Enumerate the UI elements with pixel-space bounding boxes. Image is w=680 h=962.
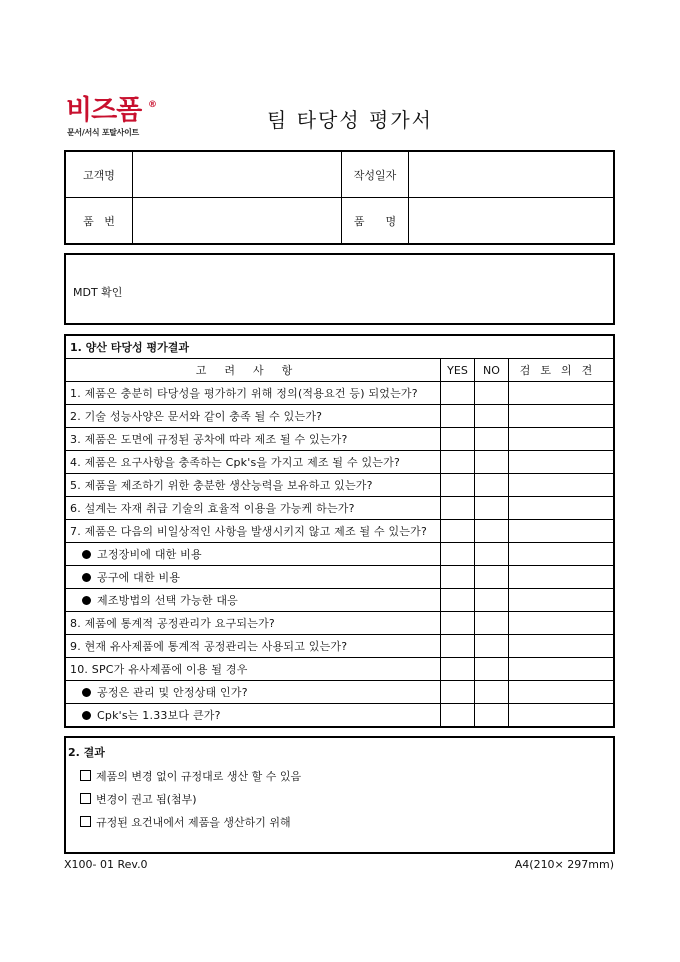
question-1: 1. 제품은 충분히 타당성을 평가하기 위해 정의(적용요건 등) 되었는가?	[65, 382, 441, 405]
customer-label: 고객명	[65, 151, 133, 198]
question-8: 8. 제품에 통계적 공정관리가 요구되는가?	[65, 612, 441, 635]
no-cell[interactable]	[475, 589, 509, 612]
table-row	[65, 497, 614, 520]
paper-size: A4(210× 297mm)	[514, 858, 614, 871]
no-cell[interactable]	[475, 405, 509, 428]
header-no: NO	[475, 359, 509, 382]
review-cell[interactable]	[509, 589, 615, 612]
date-field[interactable]	[409, 151, 615, 198]
review-cell[interactable]	[509, 543, 615, 566]
no-cell[interactable]	[475, 451, 509, 474]
question-6: 6. 설계는 자재 취급 기술의 효율적 이용을 가능케 하는가?	[65, 497, 441, 520]
part-name-field[interactable]	[409, 198, 615, 245]
no-cell[interactable]	[475, 704, 509, 728]
table-row	[65, 543, 614, 566]
form-code: X100- 01 Rev.0	[64, 858, 148, 871]
info-table	[64, 150, 615, 245]
yes-cell[interactable]	[441, 658, 475, 681]
bullet-icon	[82, 550, 91, 559]
yes-cell[interactable]	[441, 520, 475, 543]
table-row	[65, 612, 614, 635]
table-row	[65, 428, 614, 451]
table-row	[65, 382, 614, 405]
yes-cell[interactable]	[441, 589, 475, 612]
part-no-label: 품 번	[65, 198, 133, 245]
table-row	[65, 635, 614, 658]
review-cell[interactable]	[509, 405, 615, 428]
question-7-sub-1: 고정장비에 대한 비용	[65, 543, 441, 566]
question-3: 3. 제품은 도면에 규정된 공차에 따라 제조 될 수 있는가?	[65, 428, 441, 451]
header-yes: YES	[441, 359, 475, 382]
result-option-2[interactable]: 변경이 권고 됨(첨부)	[80, 791, 197, 807]
checkbox-icon[interactable]	[80, 793, 91, 804]
table-row	[65, 405, 614, 428]
result-option-1[interactable]: 제품의 변경 없이 규정대로 생산 할 수 있음	[80, 768, 301, 784]
question-9: 9. 현재 유사제품에 통계적 공정관리는 사용되고 있는가?	[65, 635, 441, 658]
bullet-icon	[82, 573, 91, 582]
question-10-sub-1: 공정은 관리 및 안정상태 인가?	[65, 681, 441, 704]
header-consider: 고려사항	[65, 359, 441, 382]
bizform-logo	[66, 96, 176, 144]
no-cell[interactable]	[475, 658, 509, 681]
no-cell[interactable]	[475, 382, 509, 405]
review-cell[interactable]	[509, 704, 615, 728]
date-label: 작성일자	[342, 151, 409, 198]
review-cell[interactable]	[509, 474, 615, 497]
no-cell[interactable]	[475, 428, 509, 451]
checkbox-icon[interactable]	[80, 816, 91, 827]
table-row	[65, 704, 614, 728]
yes-cell[interactable]	[441, 474, 475, 497]
logo-text: 비즈폼	[66, 95, 142, 126]
bullet-icon	[82, 596, 91, 605]
logo-subtitle: 문서/서식 포탈사이트	[67, 128, 139, 137]
no-cell[interactable]	[475, 612, 509, 635]
review-cell[interactable]	[509, 451, 615, 474]
page-title: 팀 타당성 평가서	[267, 108, 433, 132]
yes-cell[interactable]	[441, 451, 475, 474]
review-cell[interactable]	[509, 612, 615, 635]
header-review: 검토의견	[509, 359, 615, 382]
table-row	[65, 589, 614, 612]
no-cell[interactable]	[475, 543, 509, 566]
yes-cell[interactable]	[441, 635, 475, 658]
question-2: 2. 기술 성능사양은 문서와 같이 충족 될 수 있는가?	[65, 405, 441, 428]
table-row	[65, 474, 614, 497]
evaluation-table	[64, 334, 615, 728]
yes-cell[interactable]	[441, 428, 475, 451]
question-7: 7. 제품은 다음의 비일상적인 사항을 발생시키지 않고 제조 될 수 있는가?	[65, 520, 441, 543]
result-section	[64, 736, 615, 854]
table-row	[65, 520, 614, 543]
table-row	[65, 451, 614, 474]
no-cell[interactable]	[475, 497, 509, 520]
checkbox-icon[interactable]	[80, 770, 91, 781]
question-7-sub-3: 제조방법의 선택 가능한 대응	[65, 589, 441, 612]
part-no-field[interactable]	[133, 198, 342, 245]
bullet-icon	[82, 711, 91, 720]
no-cell[interactable]	[475, 474, 509, 497]
yes-cell[interactable]	[441, 497, 475, 520]
review-cell[interactable]	[509, 497, 615, 520]
review-cell[interactable]	[509, 382, 615, 405]
yes-cell[interactable]	[441, 405, 475, 428]
no-cell[interactable]	[475, 635, 509, 658]
no-cell[interactable]	[475, 681, 509, 704]
no-cell[interactable]	[475, 566, 509, 589]
review-cell[interactable]	[509, 658, 615, 681]
question-10: 10. SPC가 유사제품에 이용 될 경우	[65, 658, 441, 681]
review-cell[interactable]	[509, 635, 615, 658]
review-cell[interactable]	[509, 566, 615, 589]
bullet-icon	[82, 688, 91, 697]
yes-cell[interactable]	[441, 612, 475, 635]
part-name-label: 품 명	[342, 198, 409, 245]
review-cell[interactable]	[509, 520, 615, 543]
question-10-sub-2: Cpk's는 1.33보다 큰가?	[65, 704, 441, 728]
table-row	[65, 658, 614, 681]
yes-cell[interactable]	[441, 543, 475, 566]
review-cell[interactable]	[509, 681, 615, 704]
no-cell[interactable]	[475, 520, 509, 543]
yes-cell[interactable]	[441, 704, 475, 728]
yes-cell[interactable]	[441, 681, 475, 704]
table-row	[65, 566, 614, 589]
section1-title: 1. 양산 타당성 평가결과	[65, 335, 614, 359]
logo-registered-mark: ®	[148, 100, 157, 110]
result-option-3[interactable]: 규정된 요건내에서 제품을 생산하기 위해	[80, 814, 291, 830]
section2-title: 2. 결과	[68, 746, 105, 759]
yes-cell[interactable]	[441, 382, 475, 405]
table-row	[65, 681, 614, 704]
mdt-label: MDT 확인	[73, 286, 123, 299]
question-5: 5. 제품을 제조하기 위한 충분한 생산능력을 보유하고 있는가?	[65, 474, 441, 497]
mdt-confirm-box[interactable]	[64, 253, 615, 325]
question-7-sub-2: 공구에 대한 비용	[65, 566, 441, 589]
question-4: 4. 제품은 요구사항을 충족하는 Cpk's을 가지고 제조 될 수 있는가?	[65, 451, 441, 474]
yes-cell[interactable]	[441, 566, 475, 589]
customer-field[interactable]	[133, 151, 342, 198]
review-cell[interactable]	[509, 428, 615, 451]
